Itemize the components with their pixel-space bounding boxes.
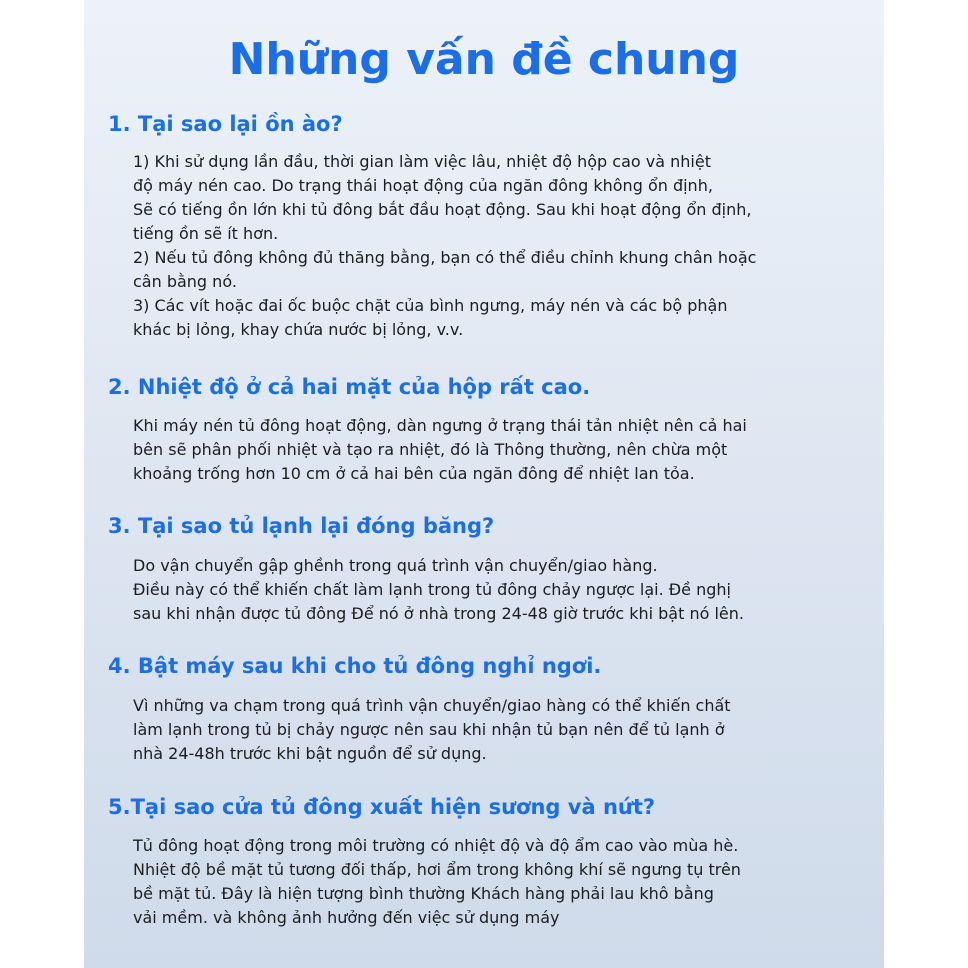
body-line: Khi máy nén tủ đông hoạt động, dàn ngưng ở trạng thái tản nhiệt nên cả hai: [133, 416, 747, 435]
section-heading-dew: 5.Tại sao cửa tủ đông xuất hiện sương và nứt?: [108, 795, 656, 819]
section-heading-noise: 1. Tại sao lại ồn ào?: [108, 112, 343, 136]
body-line: 1) Khi sử dụng lần đầu, thời gian làm việc lâu, nhiệt độ hộp cao và nhiệt: [133, 152, 711, 171]
body-line: làm lạnh trong tủ bị chảy ngược nên sau khi nhận tủ bạn nên để tủ lạnh ở: [133, 720, 725, 739]
body-line: nhà 24-48h trước khi bật nguồn để sử dụng.: [133, 744, 487, 763]
body-line: Vì những va chạm trong quá trình vận chuyển/giao hàng có thể khiến chất: [133, 696, 731, 715]
body-line: 2) Nếu tủ đông không đủ thăng bằng, bạn có thể điều chỉnh khung chân hoặc: [133, 248, 757, 267]
section-body-temperature: [133, 414, 873, 486]
section-heading-rest: 4. Bật máy sau khi cho tủ đông nghỉ ngơi.: [108, 654, 602, 678]
page-title: Những vấn đề chung: [228, 34, 740, 85]
section-body-freezing: [133, 554, 873, 626]
section-heading-freezing: 3. Tại sao tủ lạnh lại đóng băng?: [108, 514, 495, 538]
body-line: khác bị lỏng, khay chứa nước bị lỏng, v.v.: [133, 320, 464, 339]
section-body-rest: [133, 694, 873, 766]
section-heading-temperature: 2. Nhiệt độ ở cả hai mặt của hộp rất cao.: [108, 375, 591, 399]
section-body-noise: [133, 150, 873, 342]
section-body-dew: [133, 834, 873, 930]
body-line: khoảng trống hơn 10 cm ở cả hai bên của ngăn đông để nhiệt lan tỏa.: [133, 464, 695, 483]
body-line: Điều này có thể khiến chất làm lạnh trong tủ đông chảy ngược lại. Đề nghị: [133, 580, 731, 599]
body-line: Do vận chuyển gập ghềnh trong quá trình vận chuyển/giao hàng.: [133, 556, 658, 575]
body-line: 3) Các vít hoặc đai ốc buộc chặt của bình ngưng, máy nén và các bộ phận: [133, 296, 728, 315]
body-line: Tủ đông hoạt động trong môi trường có nhiệt độ và độ ẩm cao vào mùa hè.: [133, 836, 739, 855]
body-line: Sẽ có tiếng ồn lớn khi tủ đông bắt đầu hoạt động. Sau khi hoạt động ổn định,: [133, 200, 752, 219]
body-line: Nhiệt độ bề mặt tủ tương đối thấp, hơi ẩm trong không khí sẽ ngưng tụ trên: [133, 860, 741, 879]
body-line: sau khi nhận được tủ đông Để nó ở nhà trong 24-48 giờ trước khi bật nó lên.: [133, 604, 744, 623]
body-line: bề mặt tủ. Đây là hiện tượng bình thường Khách hàng phải lau khô bằng: [133, 884, 714, 903]
body-line: vải mềm. và không ảnh hưởng đến việc sử dụng máy: [133, 908, 560, 927]
body-line: tiếng ồn sẽ ít hơn.: [133, 224, 279, 243]
body-line: độ máy nén cao. Do trạng thái hoạt động của ngăn đông không ổn định,: [133, 176, 713, 195]
body-line: bên sẽ phân phối nhiệt và tạo ra nhiệt, đó là Thông thường, nên chừa một: [133, 440, 728, 459]
body-line: cân bằng nó.: [133, 272, 237, 291]
